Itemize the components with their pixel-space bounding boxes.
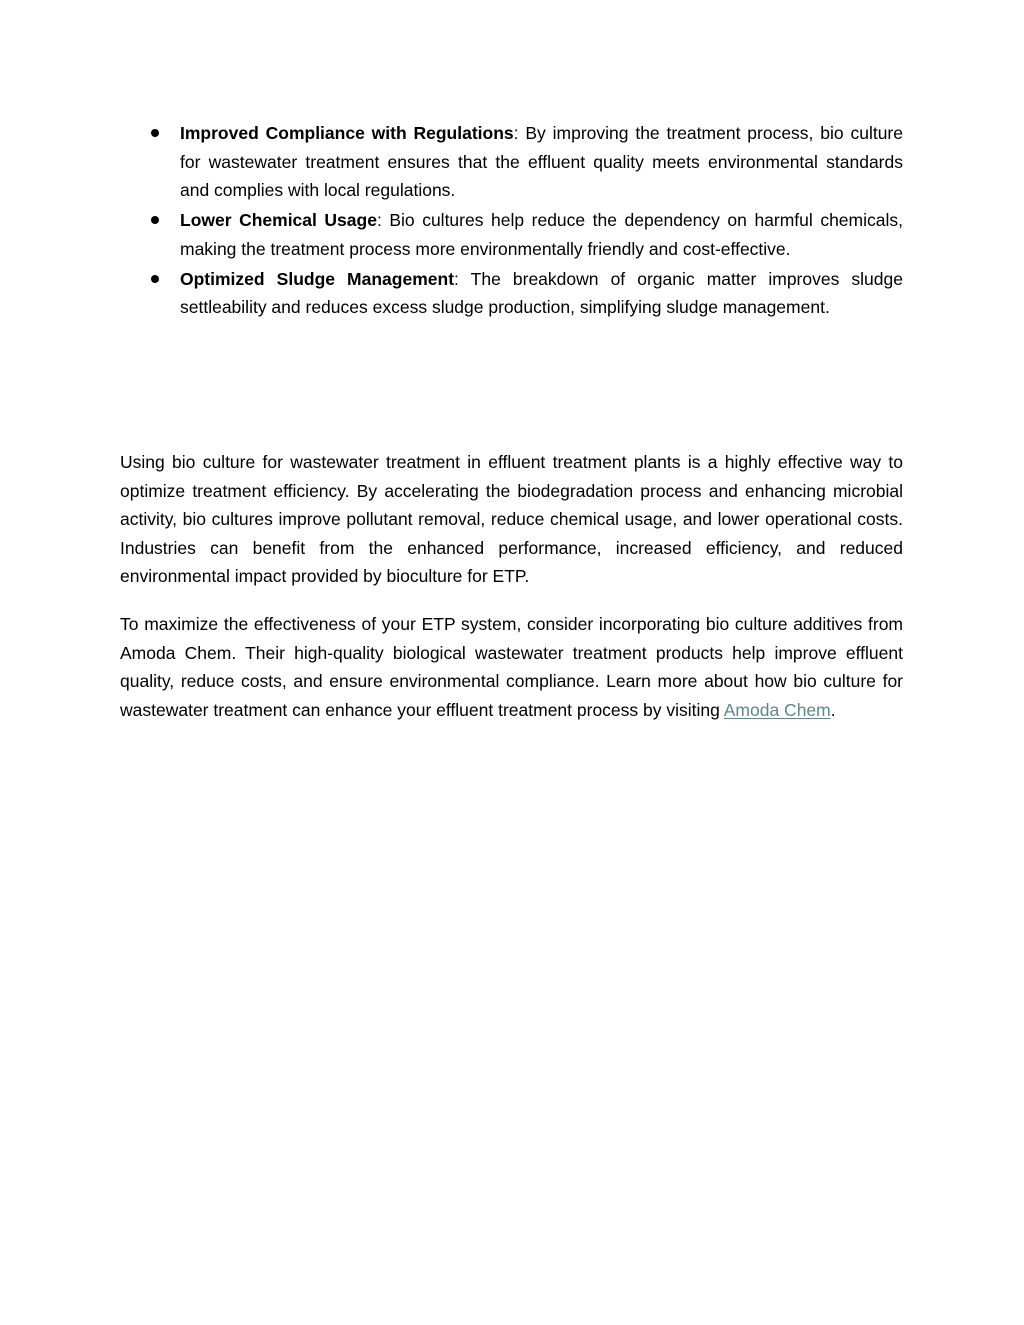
amoda-chem-link[interactable]: Amoda Chem: [723, 699, 831, 720]
bullet-title: Optimized Sludge Management: [180, 268, 455, 289]
bullet-text: The breakdown of organic matter improves sludge settleability and reduces excess sludge production, simplifying sludge management.: [180, 268, 903, 318]
bullet-separator: :: [454, 268, 459, 289]
list-item: [180, 265, 903, 322]
bullet-title: Improved Compliance with Regulations: [180, 123, 514, 143]
bullet-separator: :: [513, 123, 519, 143]
conclusion-paragraph: Using bio culture for wastewater treatment in effluent treatment plants is a highly effective way to optimize treatment efficiency. By accelerating the biodegradation process and enhancing microbial activity, bio cultures improve pollutant removal, reduce chemical usage, and lower operational costs. Industries can benefit from the enhanced performance, increased efficiency, and reduced environmental impact provided by bioculture for ETP.: [120, 452, 903, 586]
bullet-text: By improving the treatment process, bio culture for wastewater treatment ensures that the effluent quality meets environmental standards and complies with local regulations.: [180, 123, 903, 201]
list-item: [180, 119, 903, 205]
bullet-text: Bio cultures help reduce the dependency on harmful chemicals, making the treatment process more environmentally friendly and cost-effective.: [180, 210, 903, 259]
benefits-list: [180, 119, 903, 323]
cta-text: To maximize the effectiveness of your ETP system, consider incorporating bio culture additives from Amoda Chem. Their high-quality biological wastewater treatment products help improve effluent quality, reduce costs, and ensure environmental compliance. Learn more about how bio culture for wastewater treatment can enhance your effluent treatment process by visiting: [120, 614, 903, 720]
list-item: [180, 206, 903, 263]
call-to-action-paragraph: [120, 610, 903, 724]
bullet-title: Lower Chemical Usage: [180, 210, 377, 231]
bullet-icon: [151, 129, 159, 137]
cta-end: .: [830, 699, 836, 720]
bullet-icon: [151, 216, 159, 224]
bullet-separator: :: [376, 210, 382, 231]
bullet-icon: [151, 275, 159, 283]
